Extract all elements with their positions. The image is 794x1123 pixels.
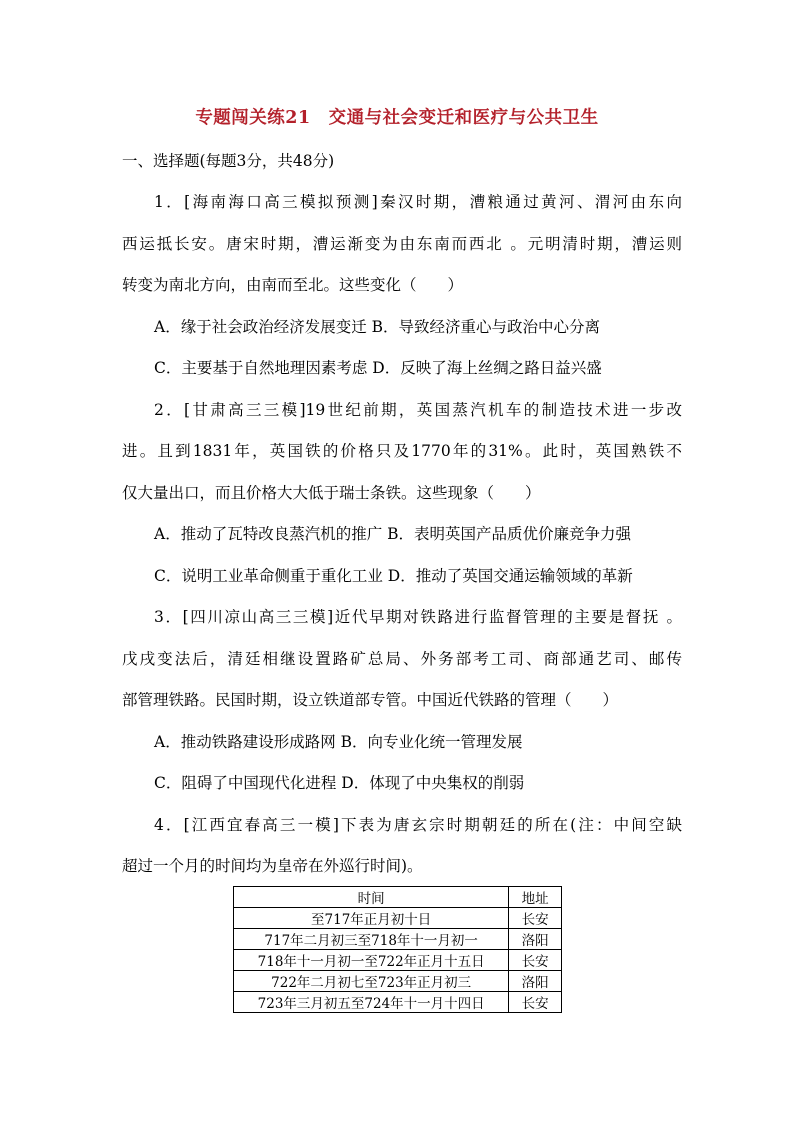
table-header-location: 地址 bbox=[509, 887, 562, 908]
question-3-options-ab: A．推动铁路建设形成路网 B．向专业化统一管理发展 bbox=[154, 733, 523, 751]
page-title: 专题闯关练21 交通与社会变迁和医疗与公共卫生 bbox=[195, 108, 599, 128]
table-row bbox=[234, 908, 562, 929]
question-2-line-3: 仅大量出口，而且价格大大低于瑞士条铁。这些现象（ ） bbox=[122, 484, 541, 502]
table-row bbox=[234, 950, 562, 971]
table-cell-time: 718年十一月初一至722年正月十五日 bbox=[234, 950, 509, 971]
question-2-line-2: 进。且到1831年，英国铁的价格只及1770年的31%。此时，英国熟铁不 bbox=[122, 442, 682, 460]
table-cell-time: 717年二月初三至718年十一月初一 bbox=[234, 929, 509, 950]
table-header-row bbox=[234, 887, 562, 908]
table-cell-time: 722年二月初七至723年正月初三 bbox=[234, 971, 509, 992]
table-row bbox=[234, 971, 562, 992]
question-2-options-cd: C．说明工业革命侧重于重化工业 D．推动了英国交通运输领域的革新 bbox=[154, 567, 633, 585]
table-header-time: 时间 bbox=[234, 887, 509, 908]
table-cell-location: 长安 bbox=[509, 908, 562, 929]
table-cell-location: 洛阳 bbox=[509, 929, 562, 950]
table-row bbox=[234, 992, 562, 1013]
question-3-line-2: 戊戌变法后，清廷相继设置路矿总局、外务部考工司、商部通艺司、邮传 bbox=[122, 650, 682, 668]
question-3-line-3: 部管理铁路。民国时期，设立铁道部专管。中国近代铁路的管理（ ） bbox=[122, 691, 619, 709]
question-1-options-ab: A．缘于社会政治经济发展变迁 B．导致经济重心与政治中心分离 bbox=[154, 318, 601, 336]
question-1-line-3: 转变为南北方向，由南而至北。这些变化（ ） bbox=[122, 276, 464, 294]
table-cell-time: 至717年正月初十日 bbox=[234, 908, 509, 929]
table-cell-location: 长安 bbox=[509, 992, 562, 1013]
table-cell-location: 洛阳 bbox=[509, 971, 562, 992]
question-1-line-2: 西运抵长安。唐宋时期，漕运渐变为由东南而西北 。元明清时期，漕运则 bbox=[122, 235, 682, 253]
question-2-line-1: 2．[甘肃高三三模]19世纪前期，英国蒸汽机车的制造技术进一步改 bbox=[154, 401, 682, 419]
question-4-line-2: 超过一个月的时间均为皇帝在外巡行时间)。 bbox=[122, 857, 423, 875]
question-2-options-ab: A．推动了瓦特改良蒸汽机的推广 B．表明英国产品质优价廉竞争力强 bbox=[154, 525, 632, 543]
question-1-options-cd: C．主要基于自然地理因素考虑 D．反映了海上丝绸之路日益兴盛 bbox=[154, 359, 602, 377]
question-4-line-1: 4．[江西宜春高三一模]下表为唐玄宗时期朝廷的所在(注：中间空缺 bbox=[154, 816, 682, 834]
court-location-table bbox=[233, 886, 562, 1013]
question-3-line-1: 3．[四川凉山高三三模]近代早期对铁路进行监督管理的主要是督抚 。 bbox=[154, 608, 682, 626]
question-3-options-cd: C．阻碍了中国现代化进程 D．体现了中央集权的削弱 bbox=[154, 774, 525, 792]
section-heading: 一、选择题(每题3分，共48分) bbox=[122, 152, 335, 170]
table-cell-location: 长安 bbox=[509, 950, 562, 971]
table-row bbox=[234, 929, 562, 950]
table-cell-time: 723年三月初五至724年十一月十四日 bbox=[234, 992, 509, 1013]
question-1-line-1: 1．[海南海口高三模拟预测]秦汉时期，漕粮通过黄河、渭河由东向 bbox=[154, 193, 682, 211]
